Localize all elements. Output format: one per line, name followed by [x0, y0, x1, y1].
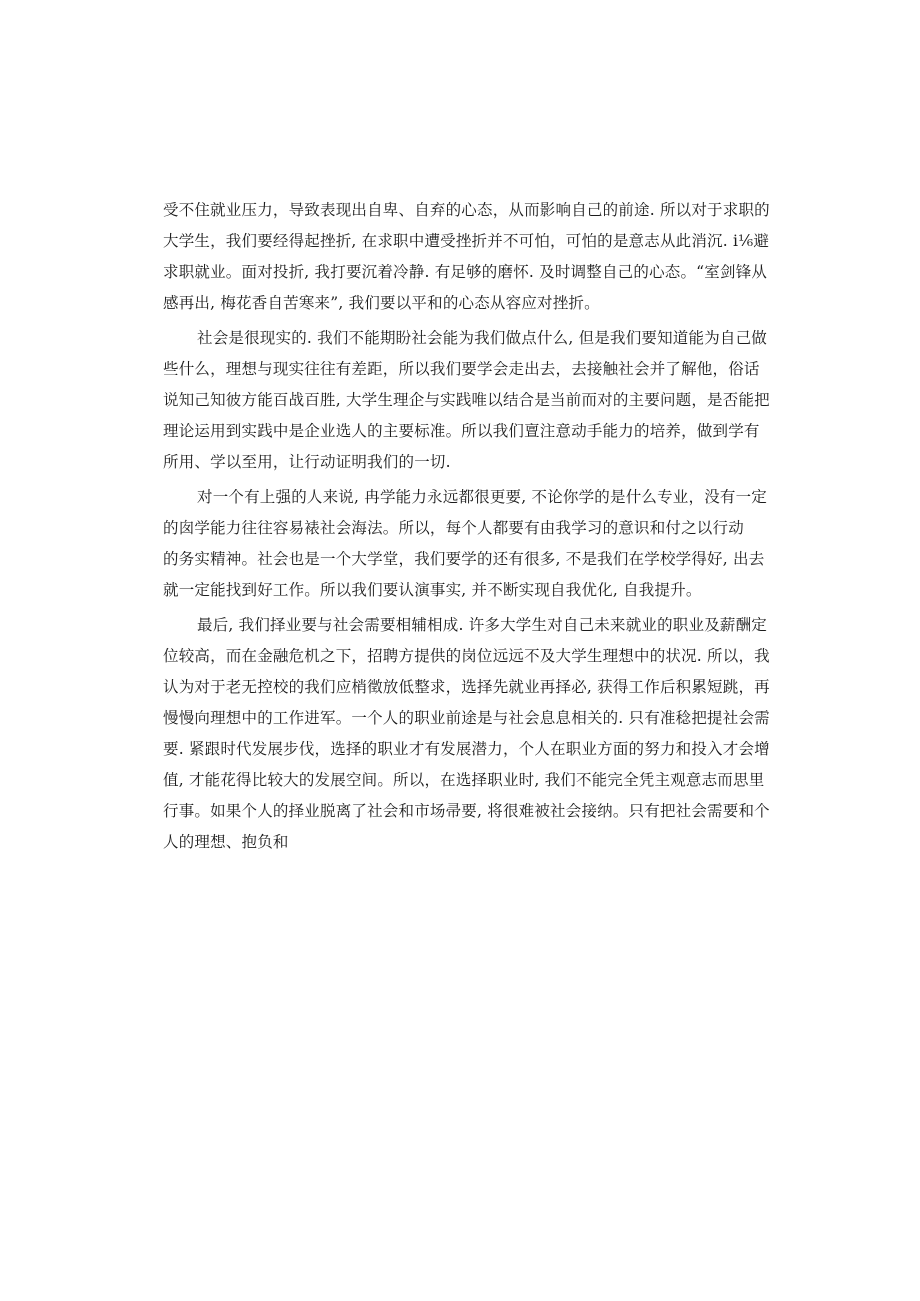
text-line: 大学生，我们要经得起挫折, 在求职中遭受挫折并不可怕，可怕的是意志从此消沉. i⅙避 — [163, 232, 770, 250]
text-line: 行事。如果个人的择业脱离了社会和市场帚要, 将很难被社会接纳。只有把社会需要和个 — [163, 802, 770, 820]
text-line: 对一个有上强的人来说, 冉学能力永远都很更要, 不论你学的是什么专业，没有一定 — [197, 488, 768, 506]
paragraph-2 — [163, 323, 770, 478]
text-line: 最后, 我们择业要与社会需要相辅相成. 许多大学生对自己未来就业的职业及薪酬定 — [197, 616, 768, 634]
text-line: 社会是很现实的. 我们不能期盼社会能为我们做点什么, 但是我们要知道能为自己做 — [197, 329, 768, 347]
text-line: 人的理想、抱负和 — [163, 833, 289, 851]
text-line: 值, 才能花得比较大的发展空间。所以，在选择职业时, 我们不能完全凭主观意志而思里 — [163, 771, 765, 789]
text-line: 些什么，理想与现实往往有差距，所以我们要学会走出去，去接触社会并了解他，俗话 — [163, 360, 760, 378]
text-line: 认为对于老无控校的我们应梢徵放低整求，选择先就业再择必, 获得工作后积累短跳，再 — [163, 678, 770, 696]
text-line: 位较高，而在金融危机之下，招聘方提供的岗位远远不及大学生理想中的状况. 所以，我 — [163, 647, 770, 665]
paragraph-1 — [163, 195, 770, 319]
paragraph-4 — [163, 610, 770, 858]
text-line: 受不住就业压力，导致表现出自卑、自弃的心态，从而影响自己的前途. 所以对于求职的 — [163, 201, 770, 219]
text-line: 理论运用到实践中是企业选人的主要标准。所以我们亶注意动手能力的培养，做到学有 — [163, 422, 760, 440]
text-line: 慢慢向理想中的工作进军。一个人的职业前途是与社会息息相关的. 只有准稔把提社会需 — [163, 709, 770, 727]
text-line: 所用、学以至用，让行动证明我们的一切. — [163, 453, 451, 471]
text-line: 的囱学能力往往容易裱社会海法。所以，每个人都要有由我学习的意识和付之以行动 — [163, 519, 744, 537]
text-line: 求职就业。面对投折, 我打要沉着冷静. 有足够的磨怀. 及时调整自己的心态。“室剑锋从 — [163, 263, 768, 281]
text-line: 就一定能找到好工作。所以我们要认演事实, 并不断实现自我优化, 自我提升。 — [163, 581, 702, 599]
paragraph-3 — [163, 482, 768, 606]
text-line: 的务实精神。社会也是一个大学堂，我们要学的还有很多, 不是我们在学校学得好, 出去 — [163, 550, 765, 568]
document-body — [163, 195, 770, 862]
text-line: 感再出, 梅花香自苦寒来”, 我们要以平和的心态从容应对挫折。 — [163, 294, 600, 312]
text-line: 说知己知彼方能百战百胜, 大学生理企与实践唯以结合是当前而对的主要问题，是否能把 — [163, 391, 770, 409]
text-line: 要. 紧跟时代发展步伐，选择的职业才有发展潜力，个人在职业方面的努力和投入才会增 — [163, 740, 770, 758]
